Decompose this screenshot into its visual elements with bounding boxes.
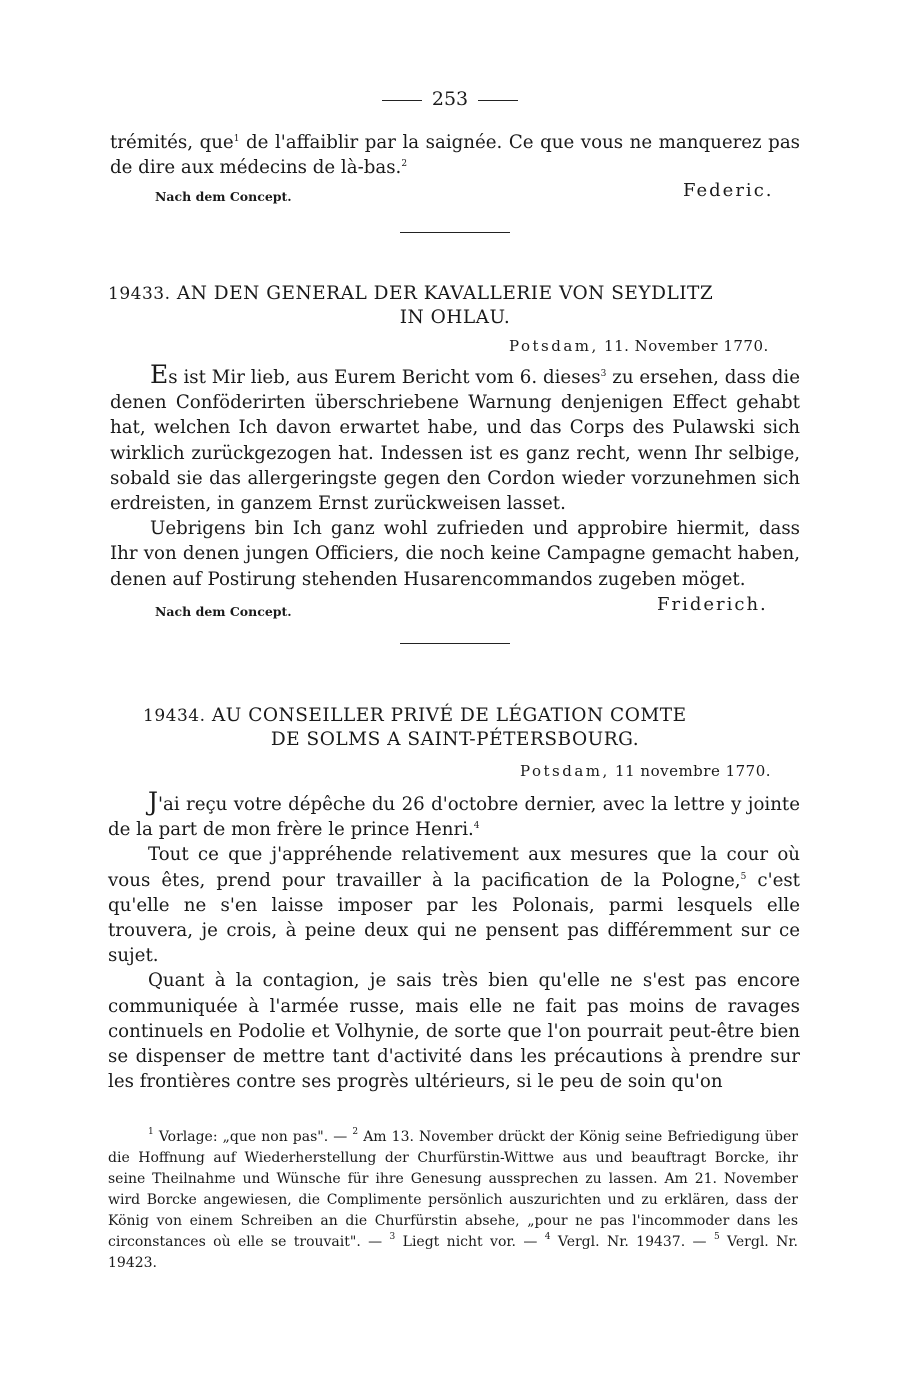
section-divider-2 <box>400 643 510 644</box>
signature-federic: Federic. <box>683 180 774 201</box>
footnote-ref-1: 1 <box>233 134 240 144</box>
footnotes <box>108 1127 798 1274</box>
footnote-2: Am 13. November drückt der König seine Befriedigung über die Hoffnung auf Wiederherstellung der Churfürstin-Wittwe aus und beauftragt Borcke, ihr seine Theilnahme und Wünsche für ihre Genesung aussprechen zu lassen. Am 21. November wird Borcke angewiesen, die Complimente persönlich auszurichten und zu erklären, dass der König von einem Schreiben an die Churfürstin absehe, „pour ne pas l'incommoder dans les circonstances où elle se trouvait". — <box>108 1129 798 1250</box>
paragraph-text: Tout ce que j'appréhende relativement aux mesures que la cour où vous êtes, prend pour travailler à la pacification de la Pologne, <box>108 844 800 891</box>
date-value: 11 novembre 1770. <box>609 762 772 780</box>
date-value: 11. November 1770. <box>598 337 769 355</box>
concept-note-2: Nach dem Concept. <box>155 604 292 619</box>
page-number-dash-right <box>478 100 518 101</box>
footnote-marker-5: 5 <box>713 1232 720 1242</box>
paragraph <box>108 842 800 968</box>
date-place: Potsdam, <box>509 337 599 355</box>
continued-text-a: trémités, que <box>110 132 234 153</box>
letter-19433-heading <box>108 282 802 330</box>
paragraph <box>110 362 800 516</box>
date-place: Potsdam, <box>520 762 610 780</box>
signature-friderich: Friderich. <box>657 594 768 615</box>
footnote-ref-3: 3 <box>600 369 607 379</box>
paragraph: Uebrigens bin Ich ganz wohl zufrieden und approbire hiermit, dass Ihr von denen jungen Officiers, die noch keine Campagne gemacht haben, denen auf Postirung stehenden Husarencommandos zugeben möget. <box>110 518 800 590</box>
continued-text-b: de l'affaiblir par la saignée. Ce que vous ne manquerez pas de dire aux médecins de là-bas. <box>110 132 800 179</box>
letter-19434-heading <box>108 704 802 752</box>
paragraph: Quant à la contagion, je sais très bien qu'elle ne s'est pas encore communiquée à l'armée russe, mais elle ne fait pas moins de ravages continuels en Podolie et Volhynie, de sorte que l'on pourrait peut-être bien se dispenser de mettre tant d'activité dans les précautions à prendre sur les frontières contre ses progrès ultérieurs, si le peu de soin qu'on <box>108 970 800 1093</box>
footnote-marker-1: 1 <box>148 1127 154 1137</box>
page-number-text: 253 <box>431 88 469 110</box>
letter-19433-body <box>110 362 800 592</box>
letter-19434-body <box>108 789 800 1094</box>
footnote-marker-2: 2 <box>352 1127 359 1137</box>
paragraph <box>108 789 800 842</box>
footnote-5: Vergl. Nr. 19423. <box>108 1234 798 1271</box>
footnote-1: Vorlage: „que non pas". — <box>153 1129 353 1145</box>
page-number <box>0 88 900 110</box>
footnote-marker-4: 4 <box>544 1232 551 1242</box>
concept-note-1: Nach dem Concept. <box>155 189 292 204</box>
footnote-ref-5: 5 <box>740 871 747 882</box>
page-number-dash-left <box>382 100 422 101</box>
continued-text <box>110 130 800 180</box>
footnote-ref-2: 2 <box>401 159 408 170</box>
footnote-3: Liegt nicht vor. — <box>395 1234 545 1250</box>
heading-line-1: AN DEN GENERAL DER KAVALLERIE VON SEYDLITZ <box>176 283 714 304</box>
footnote-marker-3: 3 <box>389 1232 396 1242</box>
heading-line-1: AU CONSEILLER PRIVÉ DE LÉGATION COMTE <box>211 705 687 726</box>
letter-number: 19433. <box>108 284 171 304</box>
section-divider-1 <box>400 232 510 233</box>
heading-line-2: IN OHLAU. <box>399 307 511 328</box>
initial-capital: J <box>148 787 159 816</box>
paragraph-text: zu ersehen, dass die denen Conföderirten überschriebene Warnung denjenigen Effect gehabt hat, welchen Ich davon erwartet habe, und das Corps des Pulawski sich wirklich zurückgezogen hat. Indessen ist es ganz recht, wenn Ihr selbige, sobald sie das allergeringste gegen den Cordon wieder vorzunehmen sich erdreisten, in ganzem Ernst zurückweisen lasset. <box>110 367 801 515</box>
paragraph-text: c'est qu'elle ne s'en laisse imposer par les Polonais, parmi lesquels elle trouvera, je crois, à peine deux qui ne pensent pas différemment sur ce sujet. <box>108 869 800 967</box>
letter-number: 19434. <box>143 706 206 726</box>
footnote-ref-4: 4 <box>473 821 480 832</box>
paragraph-text: s ist Mir lieb, aus Eurem Bericht vom 6. dieses <box>168 367 601 388</box>
initial-capital: E <box>150 360 169 389</box>
heading-line-2: DE SOLMS A SAINT-PÉTERSBOURG. <box>270 729 640 750</box>
paragraph-text: 'ai reçu votre dépêche du 26 d'octobre dernier, avec la lettre y jointe de la part de mon frère le prince Henri. <box>108 794 800 841</box>
letter-19434-date <box>520 762 771 780</box>
letter-19433-date <box>509 337 769 355</box>
footnote-4: Vergl. Nr. 19437. — <box>550 1234 714 1250</box>
